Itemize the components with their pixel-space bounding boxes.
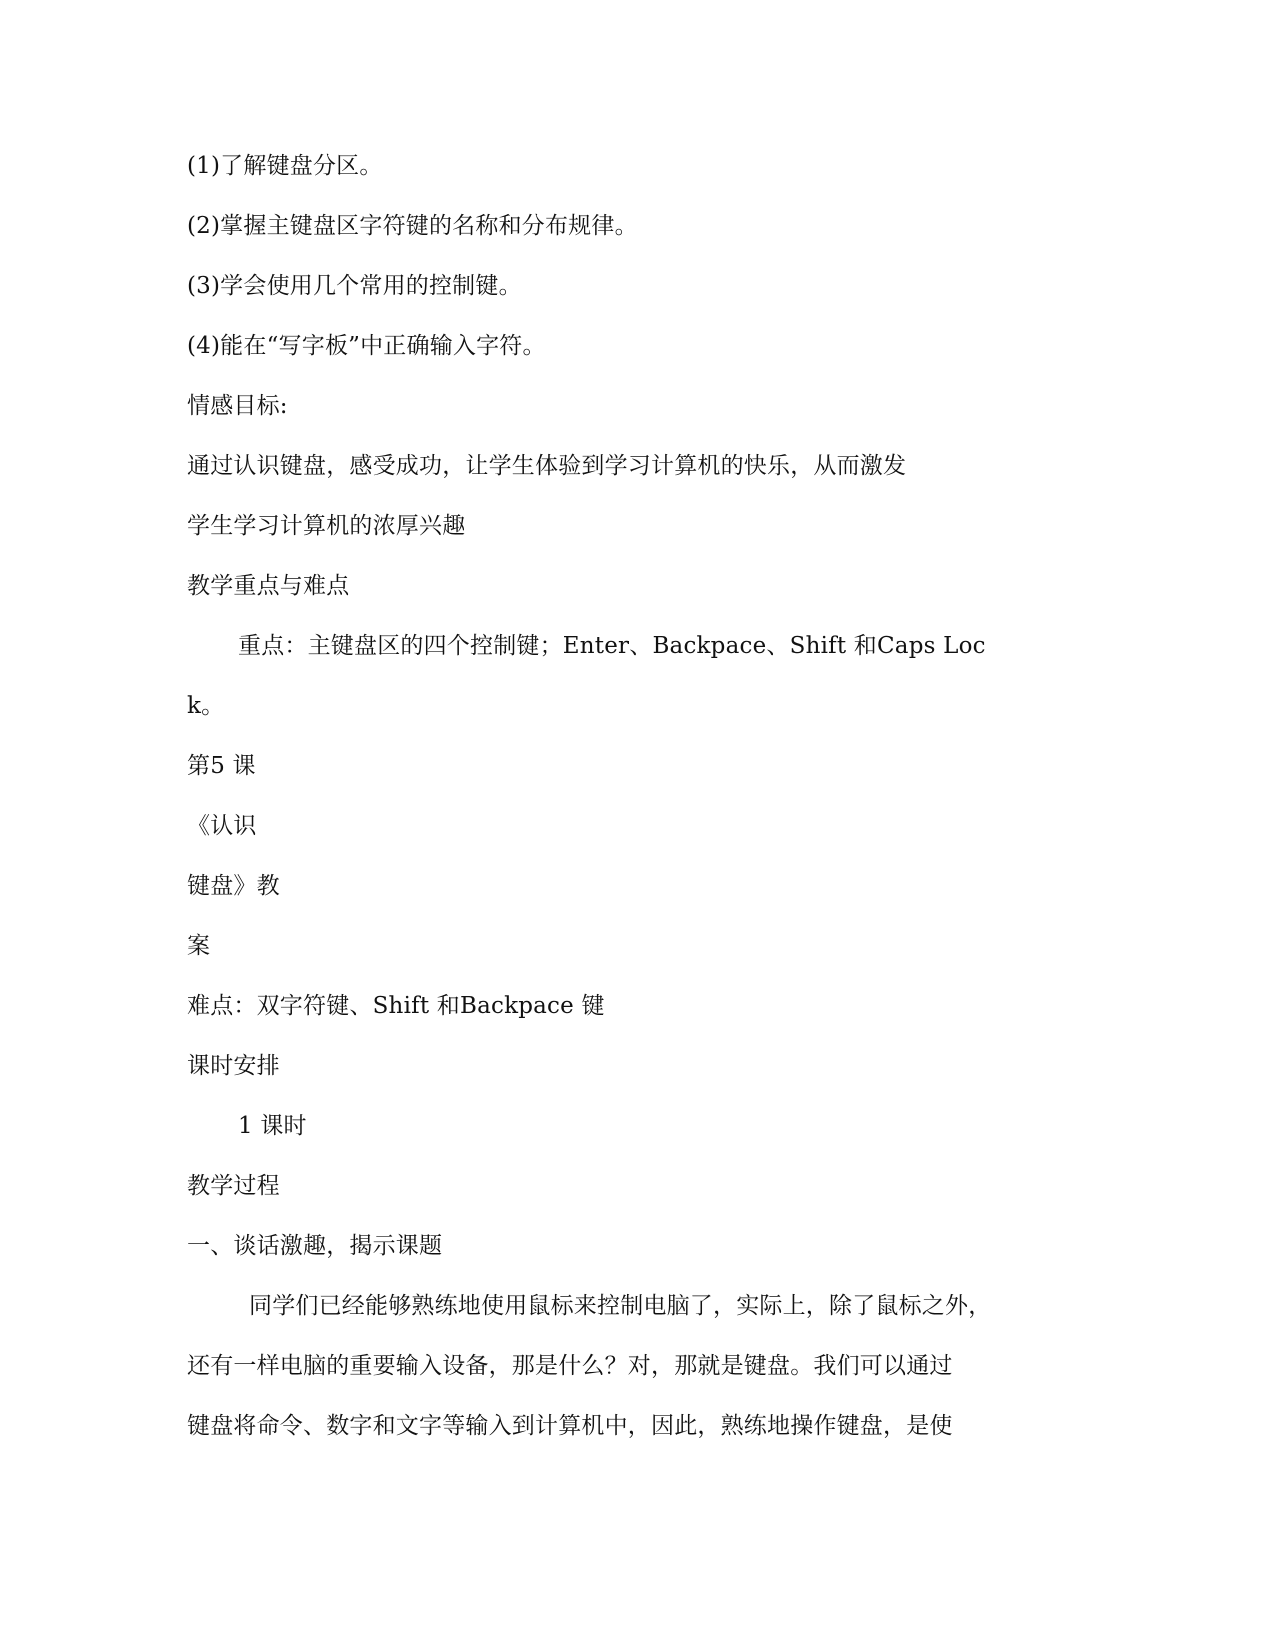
key-point-line-2: k。	[187, 693, 225, 719]
lesson-number: 第5 课	[187, 753, 256, 779]
objective-4: (4)能在“写字板”中正确输入字符。	[187, 333, 546, 359]
schedule-heading: 课时安排	[187, 1053, 280, 1079]
objective-3: (3)学会使用几个常用的控制键。	[187, 273, 522, 299]
paragraph-line-2: 还有一样电脑的重要输入设备，那是什么？对，那就是键盘。我们可以通过	[187, 1353, 953, 1379]
section-heading-1: 一、谈话激趣，揭示课题	[187, 1233, 443, 1259]
emotional-goal-line-1: 通过认识键盘，感受成功，让学生体验到学习计算机的快乐，从而激发	[187, 453, 907, 479]
key-points-heading: 教学重点与难点	[187, 573, 350, 599]
paragraph-line-3: 键盘将命令、数字和文字等输入到计算机中，因此，熟练地操作键盘，是使	[187, 1413, 953, 1439]
paragraph-line-1: 同学们已经能够熟练地使用鼠标来控制电脑了，实际上，除了鼠标之外，	[249, 1293, 992, 1319]
objective-2: (2)掌握主键盘区字符键的名称和分布规律。	[187, 213, 638, 239]
objective-1: (1)了解键盘分区。	[187, 153, 383, 179]
process-heading: 教学过程	[187, 1173, 280, 1199]
lesson-title-part-1: 《认识	[187, 813, 257, 839]
key-point-line-1: 重点：主键盘区的四个控制键；Enter、Backpace、Shift 和Caps Loc	[238, 633, 986, 659]
lesson-title-part-3: 案	[187, 933, 211, 959]
emotional-goal-heading: 情感目标:	[187, 393, 288, 419]
emotional-goal-line-2: 学生学习计算机的浓厚兴趣	[187, 513, 466, 539]
lesson-title-part-2: 键盘》教	[187, 873, 280, 899]
difficulty-line: 难点：双字符键、Shift 和Backpace 键	[187, 993, 605, 1019]
schedule-value: 1 课时	[238, 1113, 307, 1139]
